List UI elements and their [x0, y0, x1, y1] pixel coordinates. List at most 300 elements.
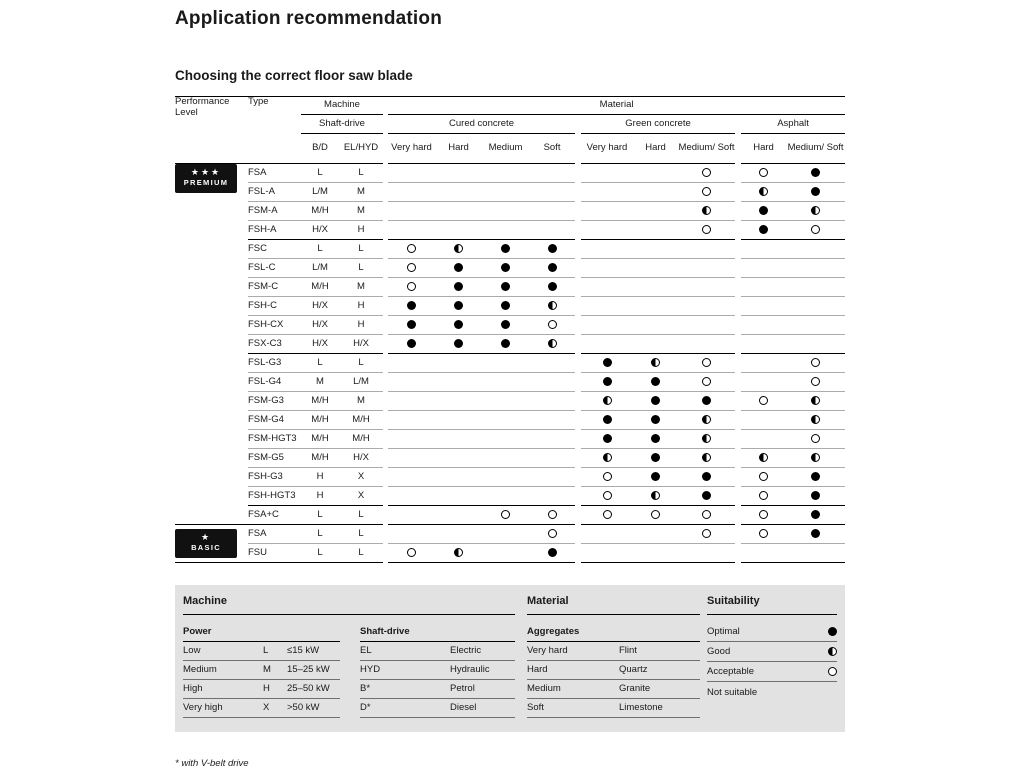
blade-type: FSH-A — [248, 221, 301, 240]
blade-type: FSH-C — [248, 297, 301, 316]
optimal-symbol — [407, 301, 416, 310]
legend-cell: Very high — [183, 698, 263, 717]
suitability-cell — [388, 487, 435, 506]
machine-bd-value: L — [301, 240, 339, 259]
blade-type: FSL-A — [248, 183, 301, 202]
legend-aggregate-row — [527, 641, 700, 660]
suitability-cell — [678, 297, 735, 316]
blade-row — [175, 259, 845, 278]
col-header-gc-very-hard: Very hard — [581, 134, 633, 164]
suitability-cell — [388, 316, 435, 335]
suitability-cell — [633, 240, 678, 259]
suitability-cell — [581, 278, 633, 297]
optimal-symbol — [501, 282, 510, 291]
acceptable-symbol — [811, 377, 820, 386]
legend-shaftdrive-body — [360, 641, 515, 717]
legend-cell: Diesel — [450, 698, 515, 717]
suitability-cell — [633, 335, 678, 354]
suitability-cell — [741, 373, 786, 392]
machine-elhyd-value: H — [339, 221, 383, 240]
legend-cell: Limestone — [619, 698, 700, 717]
good-symbol — [603, 453, 612, 462]
suitability-cell — [581, 525, 633, 544]
suitability-cell — [581, 449, 633, 468]
acceptable-symbol — [603, 491, 612, 500]
legend-power-row — [183, 660, 340, 679]
acceptable-symbol — [702, 377, 711, 386]
acceptable-symbol — [407, 282, 416, 291]
legend-suitability-list — [707, 622, 837, 702]
col-header-asphalt-hard: Hard — [741, 134, 786, 164]
legend-material-title: Material — [527, 595, 700, 615]
legend-power-body — [183, 641, 340, 717]
suitability-cell — [388, 240, 435, 259]
suitability-cell — [435, 278, 482, 297]
suitability-cell — [741, 240, 786, 259]
suitability-cell — [786, 525, 845, 544]
legend-cell: ≤15 kW — [287, 641, 340, 660]
suitability-cell — [482, 202, 529, 221]
suitability-cell — [633, 544, 678, 563]
acceptable-symbol — [702, 358, 711, 367]
suitability-cell — [388, 411, 435, 430]
blade-row — [175, 544, 845, 563]
suitability-cell — [529, 354, 575, 373]
suitability-cell — [678, 373, 735, 392]
suitability-cell — [678, 316, 735, 335]
optimal-symbol — [651, 472, 660, 481]
col-header-performance-level: Performance Level — [175, 97, 248, 164]
suitability-cell — [482, 164, 529, 183]
suitability-cell — [388, 392, 435, 411]
optimal-symbol — [501, 339, 510, 348]
suitability-cell — [482, 297, 529, 316]
suitability-label: Good — [707, 646, 731, 657]
suitability-cell — [633, 297, 678, 316]
suitability-cell — [678, 525, 735, 544]
col-header-gc-medium-soft: Medium/ Soft — [678, 134, 735, 164]
machine-elhyd-value: H/X — [339, 335, 383, 354]
suitability-cell — [581, 240, 633, 259]
suitability-cell — [678, 468, 735, 487]
optimal-symbol — [407, 339, 416, 348]
optimal-symbol — [828, 627, 837, 636]
suitability-cell — [482, 506, 529, 525]
machine-bd-value: L — [301, 506, 339, 525]
suitability-cell — [741, 468, 786, 487]
suitability-cell — [529, 164, 575, 183]
suitability-cell — [529, 468, 575, 487]
optimal-symbol — [811, 168, 820, 177]
blade-type: FSL-G4 — [248, 373, 301, 392]
optimal-symbol — [548, 282, 557, 291]
suitability-cell — [633, 202, 678, 221]
legend-cell: L — [263, 641, 287, 660]
suitability-cell — [581, 316, 633, 335]
col-header-cc-medium: Medium — [482, 134, 529, 164]
col-header-cc-hard: Hard — [435, 134, 482, 164]
legend-panel — [175, 585, 845, 732]
suitability-cell — [786, 449, 845, 468]
suitability-cell — [633, 316, 678, 335]
suitability-cell — [633, 259, 678, 278]
optimal-symbol — [454, 320, 463, 329]
optimal-symbol — [811, 529, 820, 538]
machine-elhyd-value: M — [339, 392, 383, 411]
suitability-cell — [741, 335, 786, 354]
machine-elhyd-value: L — [339, 544, 383, 563]
machine-bd-value: L — [301, 525, 339, 544]
legend-cell: H — [263, 679, 287, 698]
col-header-shaft-drive: Shaft-drive — [301, 115, 383, 134]
machine-bd-value: L/M — [301, 183, 339, 202]
legend-cell: 25–50 kW — [287, 679, 340, 698]
suitability-cell — [633, 373, 678, 392]
suitability-cell — [529, 487, 575, 506]
basic-badge — [175, 529, 237, 558]
blade-row — [175, 354, 845, 373]
good-symbol — [702, 453, 711, 462]
optimal-symbol — [811, 472, 820, 481]
suitability-cell — [581, 430, 633, 449]
optimal-symbol — [702, 472, 711, 481]
suitability-cell — [482, 487, 529, 506]
suitability-cell — [529, 316, 575, 335]
legend-power-row — [183, 698, 340, 717]
suitability-cell — [633, 430, 678, 449]
good-symbol — [828, 647, 837, 656]
section-title: Choosing the correct floor saw blade — [175, 68, 413, 83]
suitability-cell — [741, 259, 786, 278]
table-header — [175, 97, 845, 164]
basic-label: BASIC — [191, 543, 221, 553]
optimal-symbol — [454, 282, 463, 291]
suitability-cell — [581, 468, 633, 487]
legend-suitability-title: Suitability — [707, 595, 837, 615]
header-row-groups — [175, 97, 845, 115]
suitability-cell — [581, 297, 633, 316]
optimal-symbol — [702, 491, 711, 500]
suitability-cell — [581, 221, 633, 240]
optimal-symbol — [407, 320, 416, 329]
col-header-elhyd: EL/HYD — [339, 134, 383, 164]
suitability-cell — [741, 221, 786, 240]
legend-cell: X — [263, 698, 287, 717]
suitability-cell — [388, 221, 435, 240]
suitability-cell — [482, 183, 529, 202]
suitability-cell — [678, 221, 735, 240]
optimal-symbol — [811, 491, 820, 500]
suitability-cell — [435, 468, 482, 487]
legend-cell: B* — [360, 679, 450, 698]
legend-power-table — [183, 622, 340, 718]
legend-shaftdrive-row — [360, 660, 515, 679]
suitability-cell — [435, 430, 482, 449]
col-header-asphalt-medium-soft: Medium/ Soft — [786, 134, 845, 164]
suitability-cell — [786, 354, 845, 373]
premium-label: PREMIUM — [183, 178, 229, 187]
suitability-cell — [435, 373, 482, 392]
blade-type: FSX-C3 — [248, 335, 301, 354]
suitability-cell — [633, 411, 678, 430]
suitability-cell — [678, 183, 735, 202]
suitability-cell — [529, 525, 575, 544]
blade-row — [175, 221, 845, 240]
good-symbol — [759, 187, 768, 196]
legend-suitability-row — [707, 642, 837, 662]
acceptable-symbol — [828, 667, 837, 676]
suitability-cell — [678, 354, 735, 373]
suitability-cell — [581, 335, 633, 354]
suitability-cell — [678, 392, 735, 411]
suitability-cell — [388, 449, 435, 468]
suitability-cell — [482, 392, 529, 411]
blade-row — [175, 373, 845, 392]
good-symbol — [811, 415, 820, 424]
machine-bd-value: L — [301, 354, 339, 373]
suitability-cell — [529, 240, 575, 259]
suitability-cell — [388, 164, 435, 183]
suitability-cell — [435, 316, 482, 335]
blade-row — [175, 297, 845, 316]
suitability-cell — [678, 544, 735, 563]
suitability-cell — [786, 202, 845, 221]
suitability-cell — [741, 354, 786, 373]
legend-aggregate-row — [527, 660, 700, 679]
machine-elhyd-value: X — [339, 487, 383, 506]
suitability-cell — [482, 259, 529, 278]
suitability-cell — [529, 449, 575, 468]
suitability-cell — [786, 468, 845, 487]
suitability-cell — [388, 506, 435, 525]
machine-bd-value: L/M — [301, 259, 339, 278]
good-symbol — [548, 339, 557, 348]
page-title: Application recommendation — [175, 8, 443, 29]
blade-type: FSA — [248, 525, 301, 544]
suitability-cell — [435, 525, 482, 544]
blade-type: FSL-C — [248, 259, 301, 278]
blade-type: FSM-A — [248, 202, 301, 221]
col-header-machine: Machine — [301, 97, 383, 115]
suitability-cell — [633, 487, 678, 506]
good-symbol — [811, 396, 820, 405]
suitability-cell — [435, 506, 482, 525]
legend-cell: Granite — [619, 679, 700, 698]
blade-row — [175, 430, 845, 449]
blade-row — [175, 392, 845, 411]
suitability-cell — [741, 544, 786, 563]
good-symbol — [811, 206, 820, 215]
suitability-cell — [678, 259, 735, 278]
machine-elhyd-value: L — [339, 259, 383, 278]
machine-elhyd-value: M — [339, 278, 383, 297]
suitability-cell — [482, 240, 529, 259]
good-symbol — [702, 206, 711, 215]
legend-material-section — [527, 595, 700, 718]
acceptable-symbol — [548, 529, 557, 538]
legend-cell: Petrol — [450, 679, 515, 698]
blade-row — [175, 468, 845, 487]
blade-type: FSH-HGT3 — [248, 487, 301, 506]
acceptable-symbol — [811, 225, 820, 234]
suitability-cell — [482, 354, 529, 373]
legend-machine-tables — [183, 622, 515, 718]
suitability-cell — [529, 221, 575, 240]
suitability-cell — [529, 392, 575, 411]
suitability-cell — [741, 506, 786, 525]
suitability-cell — [388, 468, 435, 487]
suitability-cell — [435, 202, 482, 221]
legend-shaftdrive-row — [360, 641, 515, 660]
legend-cell: Quartz — [619, 660, 700, 679]
blade-row — [175, 316, 845, 335]
suitability-cell — [529, 544, 575, 563]
suitability-cell — [435, 259, 482, 278]
acceptable-symbol — [702, 187, 711, 196]
legend-cell: HYD — [360, 660, 450, 679]
suitability-cell — [435, 240, 482, 259]
machine-elhyd-value: M/H — [339, 430, 383, 449]
basic-badge-cell — [175, 525, 248, 563]
machine-bd-value: L — [301, 544, 339, 563]
suitability-cell — [786, 335, 845, 354]
legend-cell: >50 kW — [287, 698, 340, 717]
legend-power-row — [183, 679, 340, 698]
legend-machine-section — [183, 595, 515, 718]
suitability-cell — [741, 487, 786, 506]
acceptable-symbol — [702, 168, 711, 177]
machine-elhyd-value: M — [339, 183, 383, 202]
col-header-bd: B/D — [301, 134, 339, 164]
machine-bd-value: M/H — [301, 202, 339, 221]
good-symbol — [603, 396, 612, 405]
acceptable-symbol — [759, 510, 768, 519]
good-symbol — [759, 453, 768, 462]
blade-row — [175, 164, 845, 183]
suitability-cell — [581, 373, 633, 392]
suitability-cell — [482, 544, 529, 563]
optimal-symbol — [548, 244, 557, 253]
suitability-cell — [633, 468, 678, 487]
suitability-label: Acceptable — [707, 666, 755, 677]
suitability-cell — [678, 164, 735, 183]
suitability-cell — [786, 487, 845, 506]
suitability-cell — [529, 259, 575, 278]
machine-bd-value: H/X — [301, 316, 339, 335]
suitability-cell — [581, 411, 633, 430]
optimal-symbol — [548, 263, 557, 272]
legend-cell: Hard — [527, 660, 619, 679]
optimal-symbol — [501, 320, 510, 329]
legend-cell: Soft — [527, 698, 619, 717]
legend-cell: Low — [183, 641, 263, 660]
suitability-cell — [388, 278, 435, 297]
machine-elhyd-value: L — [339, 164, 383, 183]
suitability-cell — [633, 183, 678, 202]
suitability-cell — [741, 183, 786, 202]
suitability-cell — [678, 278, 735, 297]
suitability-cell — [529, 430, 575, 449]
acceptable-symbol — [702, 225, 711, 234]
suitability-cell — [786, 430, 845, 449]
blade-type: FSU — [248, 544, 301, 563]
blade-row — [175, 525, 845, 544]
suitability-cell — [482, 525, 529, 544]
suitability-label: Not suitable — [707, 686, 758, 698]
suitability-cell — [678, 506, 735, 525]
suitability-cell — [388, 430, 435, 449]
suitability-cell — [581, 202, 633, 221]
suitability-cell — [482, 221, 529, 240]
suitability-cell — [741, 392, 786, 411]
good-symbol — [548, 301, 557, 310]
good-symbol — [702, 415, 711, 424]
suitability-cell — [786, 316, 845, 335]
blade-row — [175, 506, 845, 525]
suitability-cell — [633, 449, 678, 468]
suitability-cell — [678, 430, 735, 449]
blade-type: FSM-G5 — [248, 449, 301, 468]
suitability-cell — [529, 278, 575, 297]
suitability-cell — [482, 468, 529, 487]
suitability-cell — [388, 525, 435, 544]
legend-cell: Medium — [527, 679, 619, 698]
blade-row — [175, 240, 845, 259]
suitability-cell — [786, 164, 845, 183]
acceptable-symbol — [759, 396, 768, 405]
blade-type: FSM-G4 — [248, 411, 301, 430]
machine-elhyd-value: L — [339, 506, 383, 525]
good-symbol — [651, 491, 660, 500]
blade-row — [175, 335, 845, 354]
machine-elhyd-value: L/M — [339, 373, 383, 392]
suitability-cell — [581, 506, 633, 525]
legend-cell: 15–25 kW — [287, 660, 340, 679]
suitability-cell — [581, 183, 633, 202]
no-symbol — [828, 688, 837, 697]
machine-bd-value: H/X — [301, 297, 339, 316]
col-header-green-concrete: Green concrete — [581, 115, 735, 134]
machine-bd-value: M/H — [301, 411, 339, 430]
suitability-cell — [633, 278, 678, 297]
suitability-cell — [435, 335, 482, 354]
optimal-symbol — [811, 187, 820, 196]
legend-cell: EL — [360, 641, 450, 660]
machine-bd-value: L — [301, 164, 339, 183]
machine-elhyd-value: L — [339, 354, 383, 373]
suitability-cell — [435, 354, 482, 373]
legend-machine-title: Machine — [183, 595, 515, 615]
machine-bd-value: M/H — [301, 392, 339, 411]
machine-bd-value: H — [301, 468, 339, 487]
premium-badge-cell — [175, 164, 248, 525]
suitability-cell — [678, 487, 735, 506]
machine-elhyd-value: H — [339, 316, 383, 335]
machine-bd-value: H — [301, 487, 339, 506]
suitability-cell — [388, 354, 435, 373]
optimal-symbol — [651, 434, 660, 443]
suitability-cell — [435, 221, 482, 240]
col-header-cc-very-hard: Very hard — [388, 134, 435, 164]
suitability-cell — [786, 297, 845, 316]
legend-cell: Electric — [450, 641, 515, 660]
suitability-cell — [529, 373, 575, 392]
suitability-cell — [581, 164, 633, 183]
suitability-cell — [581, 544, 633, 563]
optimal-symbol — [454, 263, 463, 272]
suitability-cell — [786, 392, 845, 411]
suitability-cell — [529, 335, 575, 354]
